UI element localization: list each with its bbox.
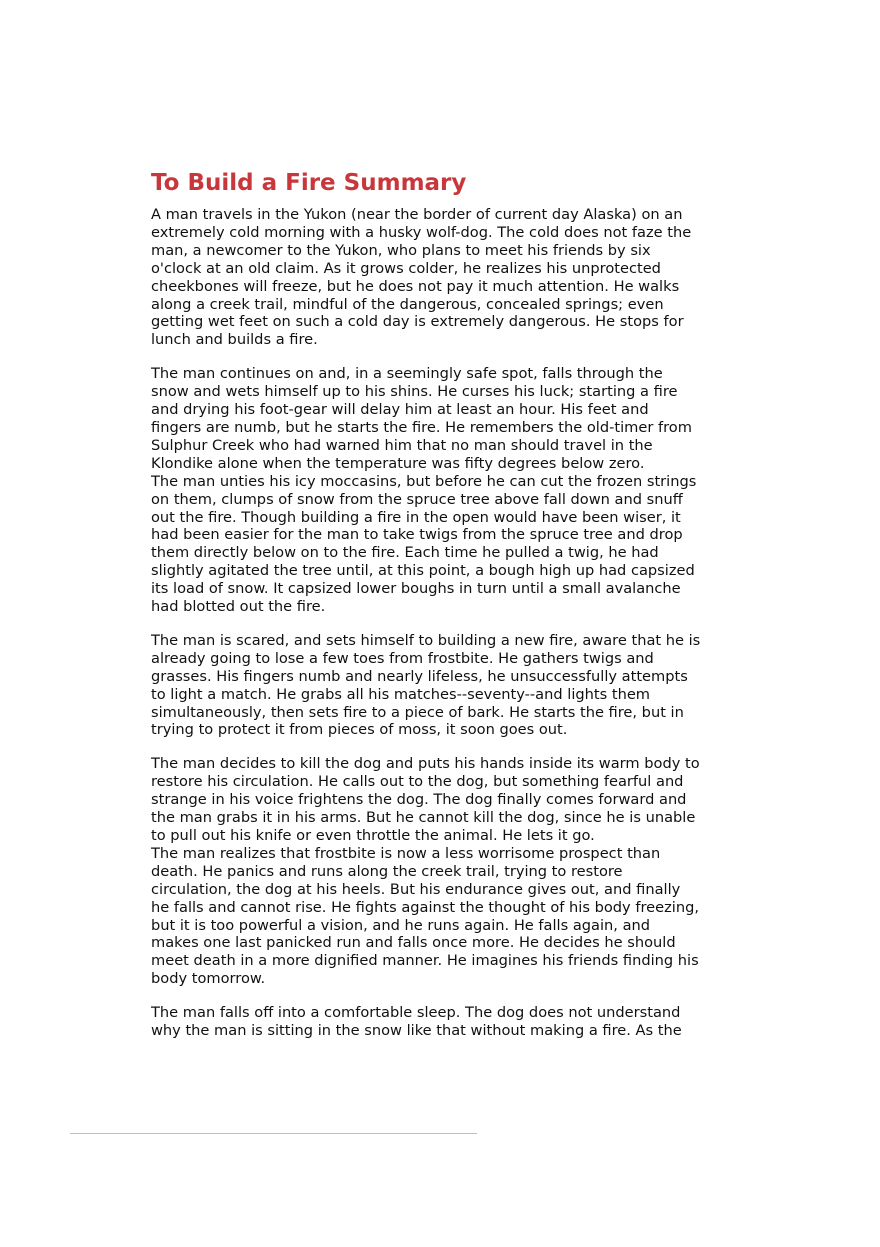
paragraph [151, 755, 736, 988]
text-line: body tomorrow. [151, 970, 266, 988]
text-line: makes one last panicked run and falls once more. He decides he should [151, 934, 676, 952]
text-line: but it is too powerful a vision, and he runs again. He falls again, and [151, 916, 651, 934]
paragraph [151, 632, 736, 739]
text-line: man, a newcomer to the Yukon, who plans to meet his friends by six [151, 241, 651, 259]
paragraph-list [151, 206, 736, 1040]
text-line: its load of snow. It capsized lower boughs in turn until a small avalanche [151, 580, 681, 598]
text-line: The man is scared, and sets himself to building a new fire, aware that he is [151, 631, 701, 649]
paragraph [151, 206, 736, 349]
document-title: To Build a Fire Summary [151, 170, 467, 196]
paragraph [151, 365, 736, 616]
text-line: circulation, the dog at his heels. But his endurance gives out, and finally [151, 880, 681, 898]
text-line: to pull out his knife or even throttle the animal. He lets it go. [151, 827, 595, 844]
text-line: The man realizes that frostbite is now a less worrisome prospect than [151, 844, 661, 862]
text-line: slightly agitated the tree until, at this point, a bough high up had capsized [151, 562, 695, 580]
text-line: snow and wets himself up to his shins. He curses his luck; starting a fire [151, 383, 678, 401]
text-line: them directly below on to the fire. Each time he pulled a twig, he had [151, 544, 659, 562]
text-line: already going to lose a few toes from frostbite. He gathers twigs and [151, 649, 654, 667]
text-line: strange in his voice frightens the dog. The dog finally comes forward and [151, 791, 687, 809]
text-line: trying to protect it from pieces of moss, it soon goes out. [151, 721, 568, 739]
text-line: restore his circulation. He calls out to the dog, but something fearful and [151, 773, 684, 791]
text-line: simultaneously, then sets fire to a piece of bark. He starts the fire, but in [151, 703, 684, 721]
text-line: Sulphur Creek who had warned him that no man should travel in the [151, 436, 653, 454]
text-line: The man unties his icy moccasins, but before he can cut the frozen strings [151, 472, 697, 490]
text-line: to light a match. He grabs all his matches--seventy--and lights them [151, 685, 651, 703]
text-line: meet death in a more dignified manner. He imagines his friends finding his [151, 952, 699, 970]
text-line: why the man is sitting in the snow like that without making a fire. As the [151, 1022, 682, 1040]
document-body [151, 168, 736, 1056]
text-line: Klondike alone when the temperature was fifty degrees below zero. [151, 454, 645, 472]
text-line: had blotted out the fire. [151, 598, 326, 616]
text-line: The man continues on and, in a seemingly safe spot, falls through the [151, 365, 663, 383]
text-line: out the fire. Though building a fire in the open would have been wiser, it [151, 508, 681, 526]
text-line: cheekbones will freeze, but he does not pay it much attention. He walks [151, 277, 680, 295]
text-line: death. He panics and runs along the creek trail, trying to restore [151, 862, 623, 880]
text-line: fingers are numb, but he starts the fire. He remembers the old-timer from [151, 418, 692, 436]
text-line: extremely cold morning with a husky wolf-dog. The cold does not faze the [151, 223, 692, 241]
text-line: grasses. His fingers numb and nearly lifeless, he unsuccessfully attempts [151, 667, 688, 685]
paragraph [151, 1004, 736, 1040]
text-line: lunch and builds a fire. [151, 331, 318, 349]
text-line: o'clock at an old claim. As it grows colder, he realizes his unprotected [151, 259, 661, 277]
text-line: had been easier for the man to take twigs from the spruce tree and drop [151, 526, 683, 544]
text-line: the man grabs it in his arms. But he cannot kill the dog, since he is unable [151, 809, 696, 827]
text-line: and drying his foot-gear will delay him at least an hour. His feet and [151, 401, 649, 419]
text-line: he falls and cannot rise. He fights against the thought of his body freezing, [151, 898, 699, 916]
text-line: getting wet feet on such a cold day is extremely dangerous. He stops for [151, 313, 684, 331]
text-line: The man falls off into a comfortable sleep. The dog does not understand [151, 1004, 681, 1022]
text-line: A man travels in the Yukon (near the border of current day Alaska) on an [151, 206, 683, 223]
text-line: on them, clumps of snow from the spruce tree above fall down and snuff [151, 490, 683, 508]
text-line: The man decides to kill the dog and puts his hands inside its warm body to [151, 755, 700, 773]
footnote-separator [70, 1133, 477, 1134]
text-line: along a creek trail, mindful of the dangerous, concealed springs; even [151, 295, 664, 313]
